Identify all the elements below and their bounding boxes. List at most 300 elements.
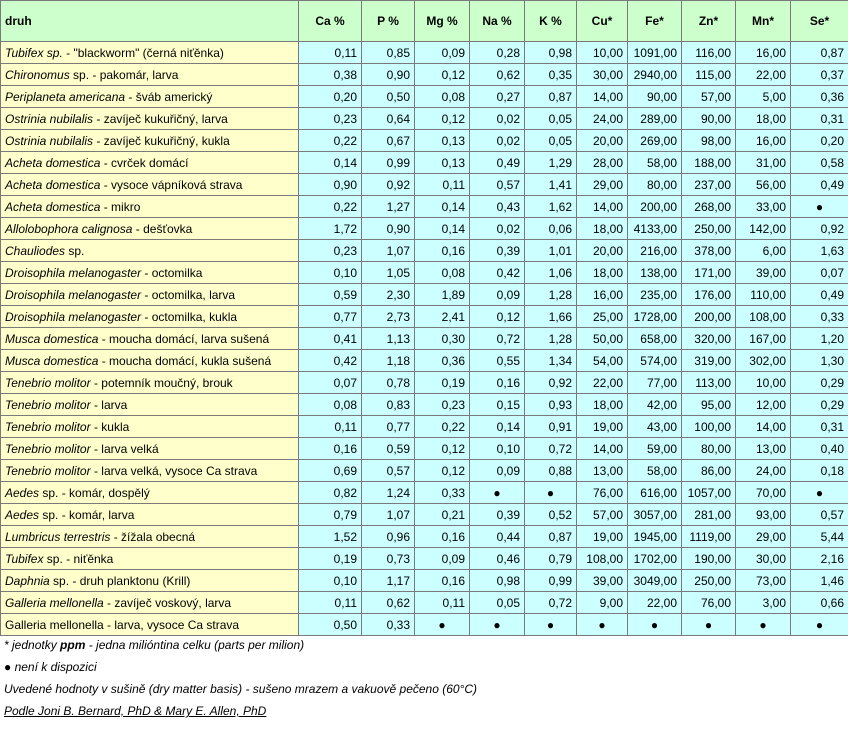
- value-cell: 319,00: [682, 350, 736, 372]
- value-cell: 0,05: [525, 108, 577, 130]
- value-cell: 0,29: [791, 394, 848, 416]
- units-note: * jednotky ppm - jedna milióntina celku (parts per milion): [4, 638, 305, 652]
- value-cell: 0,07: [299, 372, 362, 394]
- value-cell: 108,00: [736, 306, 791, 328]
- value-cell: 0,09: [470, 460, 525, 482]
- value-cell: 14,00: [736, 416, 791, 438]
- value-cell: 76,00: [682, 592, 736, 614]
- table-row: [1, 306, 848, 328]
- species-cell: [1, 504, 299, 526]
- latin-name: Tenebrio molitor: [5, 419, 91, 434]
- table-row: [1, 614, 848, 636]
- latin-name: Galleria mellonella: [5, 595, 104, 610]
- value-cell: 0,13: [415, 152, 470, 174]
- latin-name: Tenebrio molitor: [5, 441, 91, 456]
- value-cell: 0,10: [299, 262, 362, 284]
- value-cell: 574,00: [628, 350, 682, 372]
- value-cell: 70,00: [736, 482, 791, 504]
- value-cell: 20,00: [577, 240, 628, 262]
- value-cell: 0,16: [470, 372, 525, 394]
- species-cell: [1, 526, 299, 548]
- value-cell: ●: [791, 196, 848, 218]
- value-cell: 0,98: [470, 570, 525, 592]
- value-cell: 0,57: [470, 174, 525, 196]
- value-cell: 235,00: [628, 284, 682, 306]
- value-cell: 113,00: [682, 372, 736, 394]
- species-description: - larva velká: [90, 441, 159, 456]
- table-row: [1, 570, 848, 592]
- value-cell: 0,41: [299, 328, 362, 350]
- column-header: Mn*: [736, 1, 791, 42]
- value-cell: 29,00: [577, 174, 628, 196]
- value-cell: 138,00: [628, 262, 682, 284]
- value-cell: 54,00: [577, 350, 628, 372]
- value-cell: 57,00: [577, 504, 628, 526]
- table-row: [1, 240, 848, 262]
- value-cell: 5,00: [736, 86, 791, 108]
- species-description: - zavíječ kukuřičný, kukla: [93, 133, 230, 148]
- species-cell: [1, 218, 299, 240]
- value-cell: 0,31: [791, 416, 848, 438]
- value-cell: 1,24: [362, 482, 415, 504]
- value-cell: 0,02: [470, 108, 525, 130]
- table-row: [1, 416, 848, 438]
- value-cell: 13,00: [736, 438, 791, 460]
- value-cell: 142,00: [736, 218, 791, 240]
- value-cell: 0,16: [415, 570, 470, 592]
- value-cell: 1702,00: [628, 548, 682, 570]
- latin-name: Aedes: [5, 507, 40, 522]
- value-cell: 0,66: [791, 592, 848, 614]
- value-cell: 2,16: [791, 548, 848, 570]
- value-cell: 237,00: [682, 174, 736, 196]
- value-cell: 0,79: [299, 504, 362, 526]
- value-cell: 0,20: [791, 130, 848, 152]
- value-cell: 0,09: [470, 284, 525, 306]
- value-cell: 0,42: [470, 262, 525, 284]
- value-cell: 0,43: [470, 196, 525, 218]
- column-header: K %: [525, 1, 577, 42]
- value-cell: 0,05: [470, 592, 525, 614]
- value-cell: 0,42: [299, 350, 362, 372]
- not-available-note: ● není k dispozici: [4, 660, 97, 674]
- value-cell: 1,41: [525, 174, 577, 196]
- species-description: - larva: [90, 397, 128, 412]
- value-cell: 100,00: [682, 416, 736, 438]
- value-cell: 77,00: [628, 372, 682, 394]
- value-cell: 0,59: [299, 284, 362, 306]
- value-cell: 33,00: [736, 196, 791, 218]
- value-cell: 2,30: [362, 284, 415, 306]
- value-cell: 0,62: [470, 64, 525, 86]
- species-description: sp. - komár, larva: [39, 507, 135, 522]
- value-cell: 0,98: [525, 42, 577, 64]
- value-cell: 0,16: [299, 438, 362, 460]
- value-cell: 0,22: [299, 196, 362, 218]
- species-cell: [1, 130, 299, 152]
- species-description: - larva velká, vysoce Ca strava: [90, 463, 258, 478]
- value-cell: 0,96: [362, 526, 415, 548]
- value-cell: 76,00: [577, 482, 628, 504]
- value-cell: 116,00: [682, 42, 736, 64]
- value-cell: 0,36: [415, 350, 470, 372]
- table-row: [1, 438, 848, 460]
- dry-matter-note: Uvedené hodnoty v sušině (dry matter basis) - sušeno mrazem a vakuově pečeno (60°C): [4, 682, 478, 696]
- value-cell: 0,73: [362, 548, 415, 570]
- value-cell: 1,72: [299, 218, 362, 240]
- latin-name: Ostrinia nubilalis: [5, 111, 94, 126]
- value-cell: 0,62: [362, 592, 415, 614]
- species-cell: [1, 350, 299, 372]
- value-cell: 0,11: [415, 174, 470, 196]
- species-cell: [1, 548, 299, 570]
- value-cell: 0,02: [470, 130, 525, 152]
- value-cell: 3049,00: [628, 570, 682, 592]
- value-cell: 176,00: [682, 284, 736, 306]
- value-cell: 29,00: [736, 526, 791, 548]
- value-cell: 0,36: [791, 86, 848, 108]
- value-cell: 1,17: [362, 570, 415, 592]
- value-cell: ●: [525, 482, 577, 504]
- value-cell: 200,00: [628, 196, 682, 218]
- species-description: - šváb americký: [125, 89, 213, 104]
- value-cell: 18,00: [736, 108, 791, 130]
- value-cell: 0,19: [415, 372, 470, 394]
- value-cell: 0,11: [299, 416, 362, 438]
- latin-name: Aedes: [5, 485, 40, 500]
- latin-name: Tubifex sp.: [5, 45, 63, 60]
- species-description: - žížala obecná: [110, 529, 196, 544]
- value-cell: 0,92: [791, 218, 848, 240]
- value-cell: 73,00: [736, 570, 791, 592]
- species-cell: [1, 438, 299, 460]
- value-cell: 0,77: [299, 306, 362, 328]
- column-header: Na %: [470, 1, 525, 42]
- species-description: - moucha domácí, larva sušená: [98, 331, 270, 346]
- value-cell: 378,00: [682, 240, 736, 262]
- value-cell: 6,00: [736, 240, 791, 262]
- latin-name: Lumbricus terrestris: [5, 529, 111, 544]
- value-cell: 3057,00: [628, 504, 682, 526]
- value-cell: 268,00: [682, 196, 736, 218]
- value-cell: 0,92: [525, 372, 577, 394]
- species-description: - zavíječ voskový, larva: [103, 595, 232, 610]
- value-cell: 616,00: [628, 482, 682, 504]
- column-header: Zn*: [682, 1, 736, 42]
- species-cell: [1, 592, 299, 614]
- value-cell: 0,72: [525, 592, 577, 614]
- value-cell: 25,00: [577, 306, 628, 328]
- value-cell: 1,06: [525, 262, 577, 284]
- species-description: sp.: [65, 243, 85, 258]
- value-cell: 0,64: [362, 108, 415, 130]
- species-cell: [1, 196, 299, 218]
- value-cell: 0,21: [415, 504, 470, 526]
- species-cell: [1, 306, 299, 328]
- value-cell: 0,28: [470, 42, 525, 64]
- value-cell: 0,52: [525, 504, 577, 526]
- value-cell: 320,00: [682, 328, 736, 350]
- value-cell: 0,77: [362, 416, 415, 438]
- value-cell: 22,00: [628, 592, 682, 614]
- latin-name: Acheta domestica: [5, 155, 101, 170]
- table-row: [1, 592, 848, 614]
- value-cell: 0,39: [470, 240, 525, 262]
- value-cell: 0,87: [525, 526, 577, 548]
- value-cell: 28,00: [577, 152, 628, 174]
- value-cell: 24,00: [736, 460, 791, 482]
- value-cell: 0,09: [415, 548, 470, 570]
- value-cell: 190,00: [682, 548, 736, 570]
- table-row: [1, 504, 848, 526]
- species-description: - octomilka, kukla: [141, 309, 238, 324]
- table-row: [1, 152, 848, 174]
- species-description: - moucha domácí, kukla sušená: [98, 353, 272, 368]
- value-cell: 1,89: [415, 284, 470, 306]
- value-cell: 658,00: [628, 328, 682, 350]
- value-cell: 0,10: [470, 438, 525, 460]
- value-cell: 1,63: [791, 240, 848, 262]
- value-cell: 1,66: [525, 306, 577, 328]
- table-row: [1, 372, 848, 394]
- value-cell: 13,00: [577, 460, 628, 482]
- value-cell: 1,13: [362, 328, 415, 350]
- species-cell: [1, 284, 299, 306]
- value-cell: 281,00: [682, 504, 736, 526]
- value-cell: 18,00: [577, 394, 628, 416]
- value-cell: 0,20: [299, 86, 362, 108]
- latin-name: Droisophila melanogaster: [5, 287, 142, 302]
- species-description: - "blackworm" (černá niťěnka): [62, 45, 224, 60]
- species-description: - octomilka, larva: [141, 287, 236, 302]
- value-cell: 0,08: [415, 86, 470, 108]
- value-cell: 0,79: [525, 548, 577, 570]
- value-cell: 1,07: [362, 504, 415, 526]
- value-cell: 0,10: [299, 570, 362, 592]
- value-cell: 1,29: [525, 152, 577, 174]
- value-cell: 16,00: [736, 130, 791, 152]
- table-row: [1, 108, 848, 130]
- value-cell: 39,00: [736, 262, 791, 284]
- value-cell: 0,23: [415, 394, 470, 416]
- species-description: sp. - komár, dospělý: [39, 485, 150, 500]
- latin-name: Periplaneta americana: [5, 89, 126, 104]
- value-cell: 1,52: [299, 526, 362, 548]
- value-cell: 1,05: [362, 262, 415, 284]
- species-cell: [1, 240, 299, 262]
- value-cell: 0,19: [299, 548, 362, 570]
- value-cell: 31,00: [736, 152, 791, 174]
- value-cell: 19,00: [577, 416, 628, 438]
- value-cell: 9,00: [577, 592, 628, 614]
- latin-name: Tubifex: [5, 551, 44, 566]
- value-cell: 0,57: [362, 460, 415, 482]
- value-cell: 0,69: [299, 460, 362, 482]
- value-cell: 250,00: [682, 570, 736, 592]
- value-cell: 57,00: [682, 86, 736, 108]
- value-cell: 0,90: [299, 174, 362, 196]
- value-cell: 4133,00: [628, 218, 682, 240]
- value-cell: 98,00: [682, 130, 736, 152]
- value-cell: 0,11: [415, 592, 470, 614]
- value-cell: 1,46: [791, 570, 848, 592]
- value-cell: 19,00: [577, 526, 628, 548]
- value-cell: 1728,00: [628, 306, 682, 328]
- value-cell: ●: [577, 614, 628, 636]
- value-cell: 0,27: [470, 86, 525, 108]
- value-cell: 0,91: [525, 416, 577, 438]
- value-cell: 0,83: [362, 394, 415, 416]
- value-cell: 0,58: [791, 152, 848, 174]
- value-cell: 3,00: [736, 592, 791, 614]
- value-cell: 167,00: [736, 328, 791, 350]
- latin-name: Ostrinia nubilalis: [5, 133, 94, 148]
- latin-name: Tenebrio molitor: [5, 397, 91, 412]
- value-cell: 0,08: [299, 394, 362, 416]
- latin-name: Chironomus: [5, 67, 70, 82]
- value-cell: 0,49: [791, 284, 848, 306]
- value-cell: 0,16: [415, 526, 470, 548]
- value-cell: 1057,00: [682, 482, 736, 504]
- species-description: sp. - pakomár, larva: [69, 67, 179, 82]
- column-header: Mg %: [415, 1, 470, 42]
- value-cell: 108,00: [577, 548, 628, 570]
- value-cell: 86,00: [682, 460, 736, 482]
- column-header: Se*: [791, 1, 848, 42]
- value-cell: 10,00: [736, 372, 791, 394]
- value-cell: 14,00: [577, 196, 628, 218]
- value-cell: 0,87: [791, 42, 848, 64]
- value-cell: 0,14: [415, 196, 470, 218]
- value-cell: 1945,00: [628, 526, 682, 548]
- latin-name: Allolobophora calignosa: [5, 221, 133, 236]
- value-cell: 0,33: [362, 614, 415, 636]
- table-row: [1, 526, 848, 548]
- table-row: [1, 284, 848, 306]
- value-cell: 0,39: [470, 504, 525, 526]
- species-cell: [1, 570, 299, 592]
- value-cell: 0,38: [299, 64, 362, 86]
- value-cell: 16,00: [736, 42, 791, 64]
- species-description: Galleria mellonella - larva, vysoce Ca strava: [5, 617, 240, 632]
- value-cell: 0,05: [525, 130, 577, 152]
- species-cell: [1, 108, 299, 130]
- value-cell: 0,11: [299, 592, 362, 614]
- latin-name: Droisophila melanogaster: [5, 309, 142, 324]
- value-cell: 0,12: [415, 108, 470, 130]
- value-cell: 14,00: [577, 86, 628, 108]
- species-description: - potemník moučný, brouk: [90, 375, 233, 390]
- column-header: Cu*: [577, 1, 628, 42]
- species-cell: [1, 460, 299, 482]
- column-header: Ca %: [299, 1, 362, 42]
- value-cell: 59,00: [628, 438, 682, 460]
- value-cell: 22,00: [736, 64, 791, 86]
- value-cell: 0,72: [525, 438, 577, 460]
- value-cell: ●: [470, 482, 525, 504]
- table-row: [1, 196, 848, 218]
- value-cell: ●: [415, 614, 470, 636]
- value-cell: 0,78: [362, 372, 415, 394]
- species-cell: [1, 328, 299, 350]
- value-cell: 43,00: [628, 416, 682, 438]
- species-cell: [1, 152, 299, 174]
- value-cell: ●: [791, 614, 848, 636]
- latin-name: Droisophila melanogaster: [5, 265, 142, 280]
- latin-name: Acheta domestica: [5, 199, 101, 214]
- value-cell: 0,87: [525, 86, 577, 108]
- value-cell: 0,12: [415, 64, 470, 86]
- table-row: [1, 460, 848, 482]
- value-cell: ●: [791, 482, 848, 504]
- species-description: - cvrček domácí: [100, 155, 189, 170]
- table-row: [1, 262, 848, 284]
- species-cell: [1, 174, 299, 196]
- value-cell: 0,85: [362, 42, 415, 64]
- value-cell: 0,06: [525, 218, 577, 240]
- value-cell: 0,23: [299, 240, 362, 262]
- header-row: [1, 1, 848, 42]
- value-cell: 0,12: [415, 460, 470, 482]
- table-row: [1, 328, 848, 350]
- species-description: - vysoce vápníková strava: [100, 177, 243, 192]
- value-cell: 42,00: [628, 394, 682, 416]
- species-description: - kukla: [90, 419, 130, 434]
- table-row: [1, 548, 848, 570]
- value-cell: 80,00: [628, 174, 682, 196]
- value-cell: 0,12: [415, 438, 470, 460]
- value-cell: 302,00: [736, 350, 791, 372]
- value-cell: 2,73: [362, 306, 415, 328]
- value-cell: 0,72: [470, 328, 525, 350]
- latin-name: Musca domestica: [5, 331, 99, 346]
- value-cell: 14,00: [577, 438, 628, 460]
- species-description: - zavíječ kukuřičný, larva: [93, 111, 228, 126]
- value-cell: 0,92: [362, 174, 415, 196]
- value-cell: ●: [470, 614, 525, 636]
- value-cell: 0,67: [362, 130, 415, 152]
- value-cell: 18,00: [577, 262, 628, 284]
- column-header-druh: druh: [1, 1, 299, 42]
- value-cell: 90,00: [628, 86, 682, 108]
- value-cell: 0,14: [299, 152, 362, 174]
- value-cell: 188,00: [682, 152, 736, 174]
- value-cell: 0,33: [791, 306, 848, 328]
- latin-name: Acheta domestica: [5, 177, 101, 192]
- species-cell: [1, 416, 299, 438]
- value-cell: 0,50: [299, 614, 362, 636]
- value-cell: 269,00: [628, 130, 682, 152]
- value-cell: 0,55: [470, 350, 525, 372]
- value-cell: 0,08: [415, 262, 470, 284]
- value-cell: 0,33: [415, 482, 470, 504]
- value-cell: 16,00: [577, 284, 628, 306]
- value-cell: 0,37: [791, 64, 848, 86]
- value-cell: ●: [628, 614, 682, 636]
- value-cell: 171,00: [682, 262, 736, 284]
- species-cell: [1, 262, 299, 284]
- table-row: [1, 86, 848, 108]
- value-cell: 5,44: [791, 526, 848, 548]
- table-row: [1, 130, 848, 152]
- value-cell: 0,30: [415, 328, 470, 350]
- table-row: [1, 482, 848, 504]
- table-row: [1, 218, 848, 240]
- footnotes: [4, 636, 477, 724]
- value-cell: 0,29: [791, 372, 848, 394]
- value-cell: 0,44: [470, 526, 525, 548]
- value-cell: 1,28: [525, 284, 577, 306]
